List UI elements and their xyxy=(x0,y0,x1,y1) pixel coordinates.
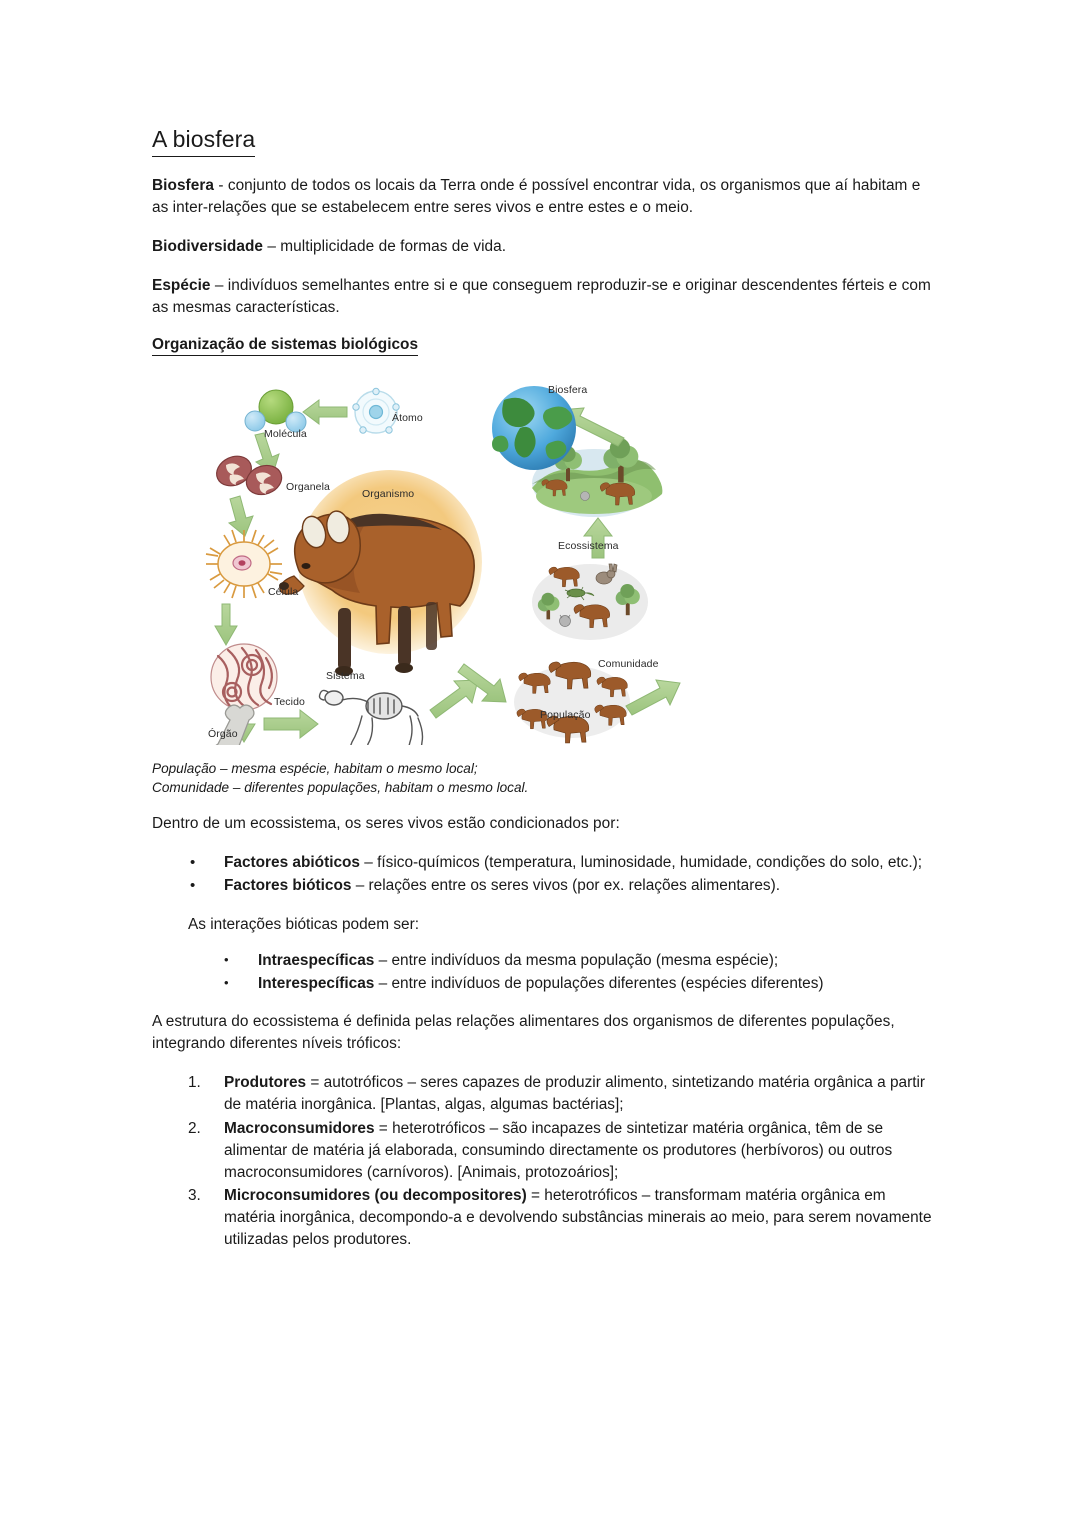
section-heading-organizacao: Organização de sistemas biológicos xyxy=(152,336,418,356)
definition-term-biodiversidade: Biodiversidade xyxy=(152,237,264,255)
tecido-illustration xyxy=(211,644,277,710)
number-marker: 1. xyxy=(188,1074,201,1092)
list-item xyxy=(152,1185,940,1252)
biotic-interactions-list xyxy=(152,950,940,995)
definition-biosfera xyxy=(152,175,940,219)
trophic-text-produtores: = autotróficos – seres capazes de produzir alimento, sintetizando matéria orgânica a partir de matéria inorgânica. [Plantas, algas, algumas bactérias]; xyxy=(224,1074,926,1114)
definition-text-especie: – indivíduos semelhantes entre si e que conseguem reproduzir-se e originar descendentes férteis e com as mesmas características. xyxy=(152,276,931,316)
interaction-text-interespecificas: – entre indivíduos de populações diferentes (espécies diferentes) xyxy=(374,974,824,992)
populacao-illustration xyxy=(514,662,630,743)
page-title: A biosfera xyxy=(152,126,255,157)
sistema-illustration xyxy=(320,690,423,745)
bullet-marker-icon: • xyxy=(190,877,196,895)
arrow-sistema-organismo xyxy=(430,680,478,718)
trophic-term-microconsumidores: Microconsumidores (ou decompositores) xyxy=(224,1187,527,1205)
factor-term-bioticos: Factores bióticos xyxy=(224,877,352,895)
interaction-term-intraespecificas: Intraespecíficas xyxy=(258,951,375,969)
diagram-label-organismo: Organismo xyxy=(362,487,415,500)
interaction-text-intraespecificas: – entre indivíduos da mesma população (mesma espécie); xyxy=(374,951,779,969)
intro-ecosystem-paragraph: Dentro de um ecossistema, os seres vivos estão condicionados por: xyxy=(152,815,620,833)
trophic-term-produtores: Produtores xyxy=(224,1074,307,1092)
molecula-illustration xyxy=(245,390,306,432)
definition-text-biosfera: - conjunto de todos os locais da Terra onde é possível encontrar vida, os organismos que aí habitam e as inter-relações que se estabelecem entre seres vivos e entre estes e o meio. xyxy=(152,176,921,216)
definition-term-biosfera: Biosfera xyxy=(152,176,214,194)
diagram-label-sistema: Sistema xyxy=(326,669,365,682)
interaction-term-interespecificas: Interespecíficas xyxy=(258,974,375,992)
list-item xyxy=(152,875,940,897)
arrow-comunidade-ecossistema xyxy=(584,518,612,558)
list-item xyxy=(152,1118,940,1185)
caption-line-populacao: População – mesma espécie, habitam o mesmo local; xyxy=(152,760,478,776)
ecosystem-structure-paragraph: A estrutura do ecossistema é definida pelas relações alimentares dos organismos de diferentes populações, integrando diferentes níveis tróficos: xyxy=(152,1013,895,1053)
factor-text-abioticos: – físico-químicos (temperatura, luminosidade, humidade, condições do solo, etc.); xyxy=(360,854,923,872)
bullet-marker-icon: • xyxy=(224,951,229,967)
diagram-label-biosfera: Biosfera xyxy=(548,383,588,396)
diagram-label-comunidade: Comunidade xyxy=(598,657,659,670)
section-heading-wrapper xyxy=(152,336,940,366)
interactions-intro-paragraph: As interações bióticas podem ser: xyxy=(188,915,419,933)
arrow-populacao-comunidade xyxy=(626,680,680,715)
definition-especie xyxy=(152,275,940,319)
factor-term-abioticos: Factores abióticos xyxy=(224,854,360,872)
diagram-label-tecido: Tecido xyxy=(274,695,305,708)
bullet-marker-icon: • xyxy=(224,974,229,990)
arrow-celula-tecido xyxy=(215,604,237,645)
trophic-text-microconsumidores: = heterotróficos – transformam matéria orgânica em matéria inorgânica, decompondo-a e devolvendo substâncias minerais ao meio, para serem novamente utilizadas pelos produtores. xyxy=(224,1187,932,1249)
organismo-illustration xyxy=(279,470,482,676)
diagram-label-celula: Célula xyxy=(268,585,299,598)
diagram-label-orgao: Órgão xyxy=(208,727,238,740)
list-item xyxy=(152,973,940,995)
list-item xyxy=(152,1072,940,1116)
trophic-term-macroconsumidores: Macroconsumidores xyxy=(224,1119,375,1137)
diagram-label-molecula: Molécula xyxy=(264,427,307,440)
definition-text-biodiversidade: – multiplicidade de formas de vida. xyxy=(263,237,507,255)
atomo-illustration xyxy=(353,388,399,433)
diagram-label-populacao: População xyxy=(540,708,591,721)
number-marker: 3. xyxy=(188,1187,201,1205)
comunidade-illustration xyxy=(532,564,648,640)
arrow-atomo-molecula xyxy=(303,400,347,424)
number-marker: 2. xyxy=(188,1119,201,1137)
page-title-wrapper xyxy=(152,126,940,175)
diagram-label-ecossistema: Ecossistema xyxy=(558,539,619,552)
abiotic-biotic-factors-list xyxy=(152,852,940,897)
bullet-marker-icon: • xyxy=(190,854,196,872)
diagram-caption xyxy=(152,759,940,798)
trophic-levels-list xyxy=(152,1072,940,1251)
diagram-label-atomo: Átomo xyxy=(392,411,423,424)
caption-line-comunidade: Comunidade – diferentes populações, habitam o mesmo local. xyxy=(152,779,529,795)
arrow-orgao-sistema xyxy=(264,710,318,738)
factor-text-bioticos: – relações entre os seres vivos (por ex. relações alimentares). xyxy=(351,877,780,895)
list-item xyxy=(152,852,940,874)
list-item xyxy=(152,950,940,972)
trophic-text-macroconsumidores: = heterotróficos – são incapazes de sintetizar matéria orgânica, têm de se alimentar de matéria já elaborada, consumindo directamente os produtores (herbívoros) ou outros macroconsumidores (carnívoros). [Animais, protozoários]; xyxy=(224,1119,893,1181)
diagram-label-organela: Organela xyxy=(286,480,330,493)
biological-organization-diagram xyxy=(202,380,702,745)
biosfera-illustration xyxy=(492,386,576,470)
definition-term-especie: Espécie xyxy=(152,276,211,294)
definition-biodiversidade xyxy=(152,236,940,258)
